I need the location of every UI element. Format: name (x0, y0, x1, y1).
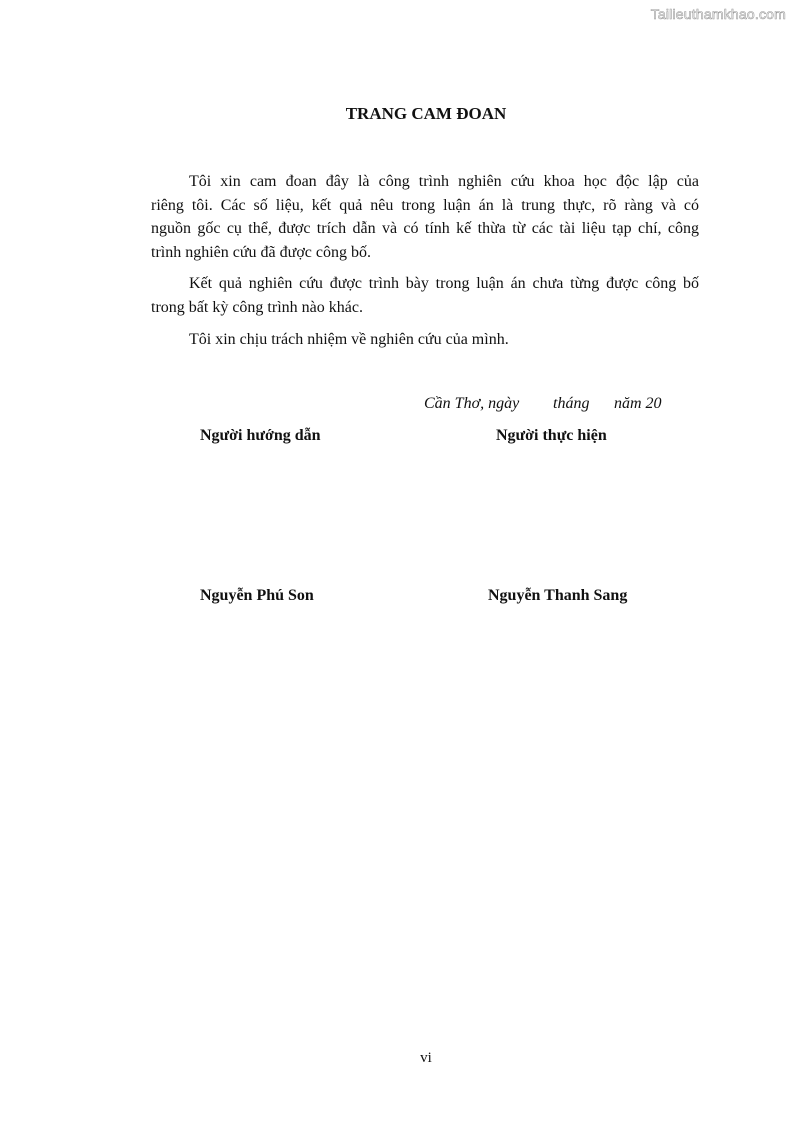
text-line: Tôi xin cam đoan đây là công trình nghiên cứu khoa học độc lập của (189, 173, 699, 190)
text-line: nguồn gốc cụ thể, được trích dẫn và có tính kế thừa từ các tài liệu tạp chí, công (151, 220, 699, 237)
text-line: trình nghiên cứu đã được công bố. (151, 243, 371, 261)
paragraph-results (151, 272, 699, 319)
text-line: Kết quả nghiên cứu được trình bày trong luận án chưa từng được công bố (189, 275, 699, 292)
author-label: Người thực hiện (496, 427, 607, 444)
date-month: tháng (553, 395, 590, 412)
date-place: Cần Thơ, ngày (424, 395, 520, 412)
text-line: riêng tôi. Các số liệu, kết quả nêu trong luận án là trung thực, rõ ràng và có (151, 196, 699, 214)
paragraph-responsibility (151, 328, 699, 352)
page-title: TRANG CAM ĐOAN (345, 104, 507, 123)
watermark: Tailieuthamkhao.com (650, 6, 786, 22)
date-year: năm 20 (614, 395, 662, 412)
paragraph-declaration (151, 170, 699, 264)
advisor-label: Người hướng dẫn (200, 427, 321, 444)
advisor-name: Nguyễn Phú Son (200, 587, 314, 604)
author-name: Nguyễn Thanh Sang (488, 587, 628, 604)
page-number: vi (420, 1050, 432, 1066)
text-line: trong bất kỳ công trình nào khác. (151, 298, 363, 316)
text-line: Tôi xin chịu trách nhiệm về nghiên cứu của mình. (189, 331, 509, 348)
